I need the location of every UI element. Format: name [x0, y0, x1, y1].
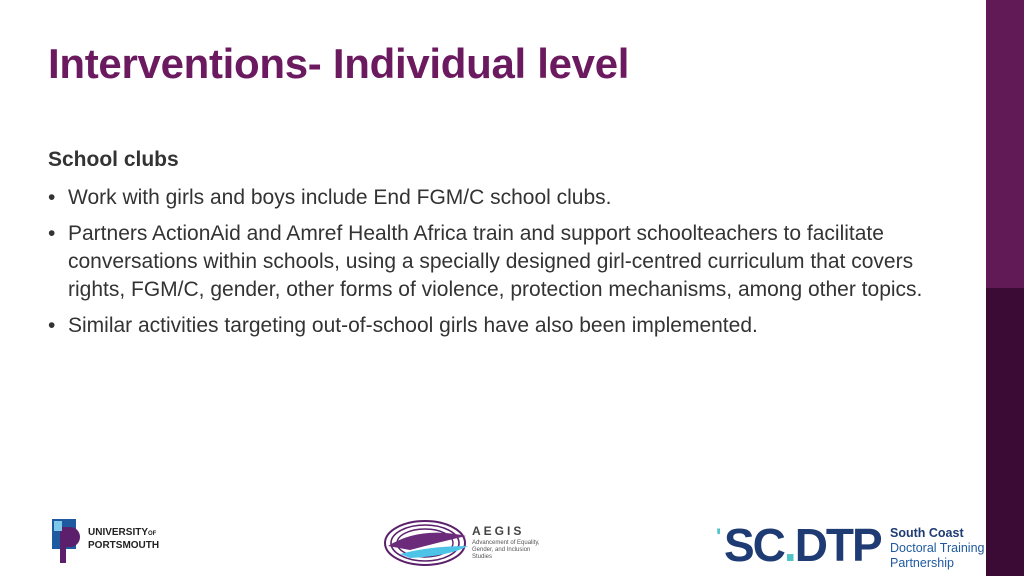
aegis-tagline: Advancement of Equality, Gender, and Inclusion Studies [472, 540, 540, 560]
scdtp-line3: Partnership [890, 556, 954, 570]
bullet-text: Work with girls and boys include End FGM/C school clubs. [68, 186, 612, 209]
bullet-list [48, 184, 928, 340]
scdtp-dot: . [783, 519, 795, 571]
portsmouth-logo-mark-icon [52, 519, 82, 563]
portsmouth-logo-text [88, 527, 159, 552]
portsmouth-of: OF [148, 531, 157, 537]
scdtp-logo [716, 519, 986, 576]
scdtp-line1: South Coast [890, 526, 964, 540]
portsmouth-line2: PORTSMOUTH [88, 540, 160, 551]
scdtp-wordmark [724, 518, 881, 572]
scdtp-line2: Doctoral Training [890, 541, 985, 555]
portsmouth-line1: UNIVERSITY [88, 527, 149, 538]
bullet-dot: • [48, 314, 56, 337]
portsmouth-logo [52, 519, 192, 563]
slide-body [48, 146, 928, 348]
bullet-item [48, 184, 928, 212]
aegis-swirl-icon [380, 516, 470, 570]
bullet-dot: • [48, 186, 56, 209]
bullet-text: Similar activities targeting out-of-school girls have also been implemented. [68, 314, 758, 337]
side-accent-bar-top [986, 0, 1024, 288]
scdtp-sc: SC [724, 519, 784, 571]
bullet-item [48, 220, 928, 304]
scdtp-dtp: DTP [794, 519, 881, 571]
aegis-logo [380, 516, 550, 570]
scdtp-full-name [890, 526, 985, 571]
side-accent-bar-bottom [986, 288, 1024, 576]
bullet-text: Partners ActionAid and Amref Health Africa train and support schoolteachers to facilitate conversations within schools, using a specially designed girl-centred curriculum that covers rights, FGM/C, gender, other forms of violence, protection mechanisms, among other topics. [68, 222, 923, 301]
bullet-item [48, 312, 928, 340]
slide-title: Interventions- Individual level [48, 40, 630, 87]
scdtp-quote-mark: ' [716, 524, 722, 549]
aegis-name: AEGIS [472, 524, 525, 538]
bullet-dot: • [48, 222, 56, 245]
section-subheading: School clubs [48, 148, 179, 171]
